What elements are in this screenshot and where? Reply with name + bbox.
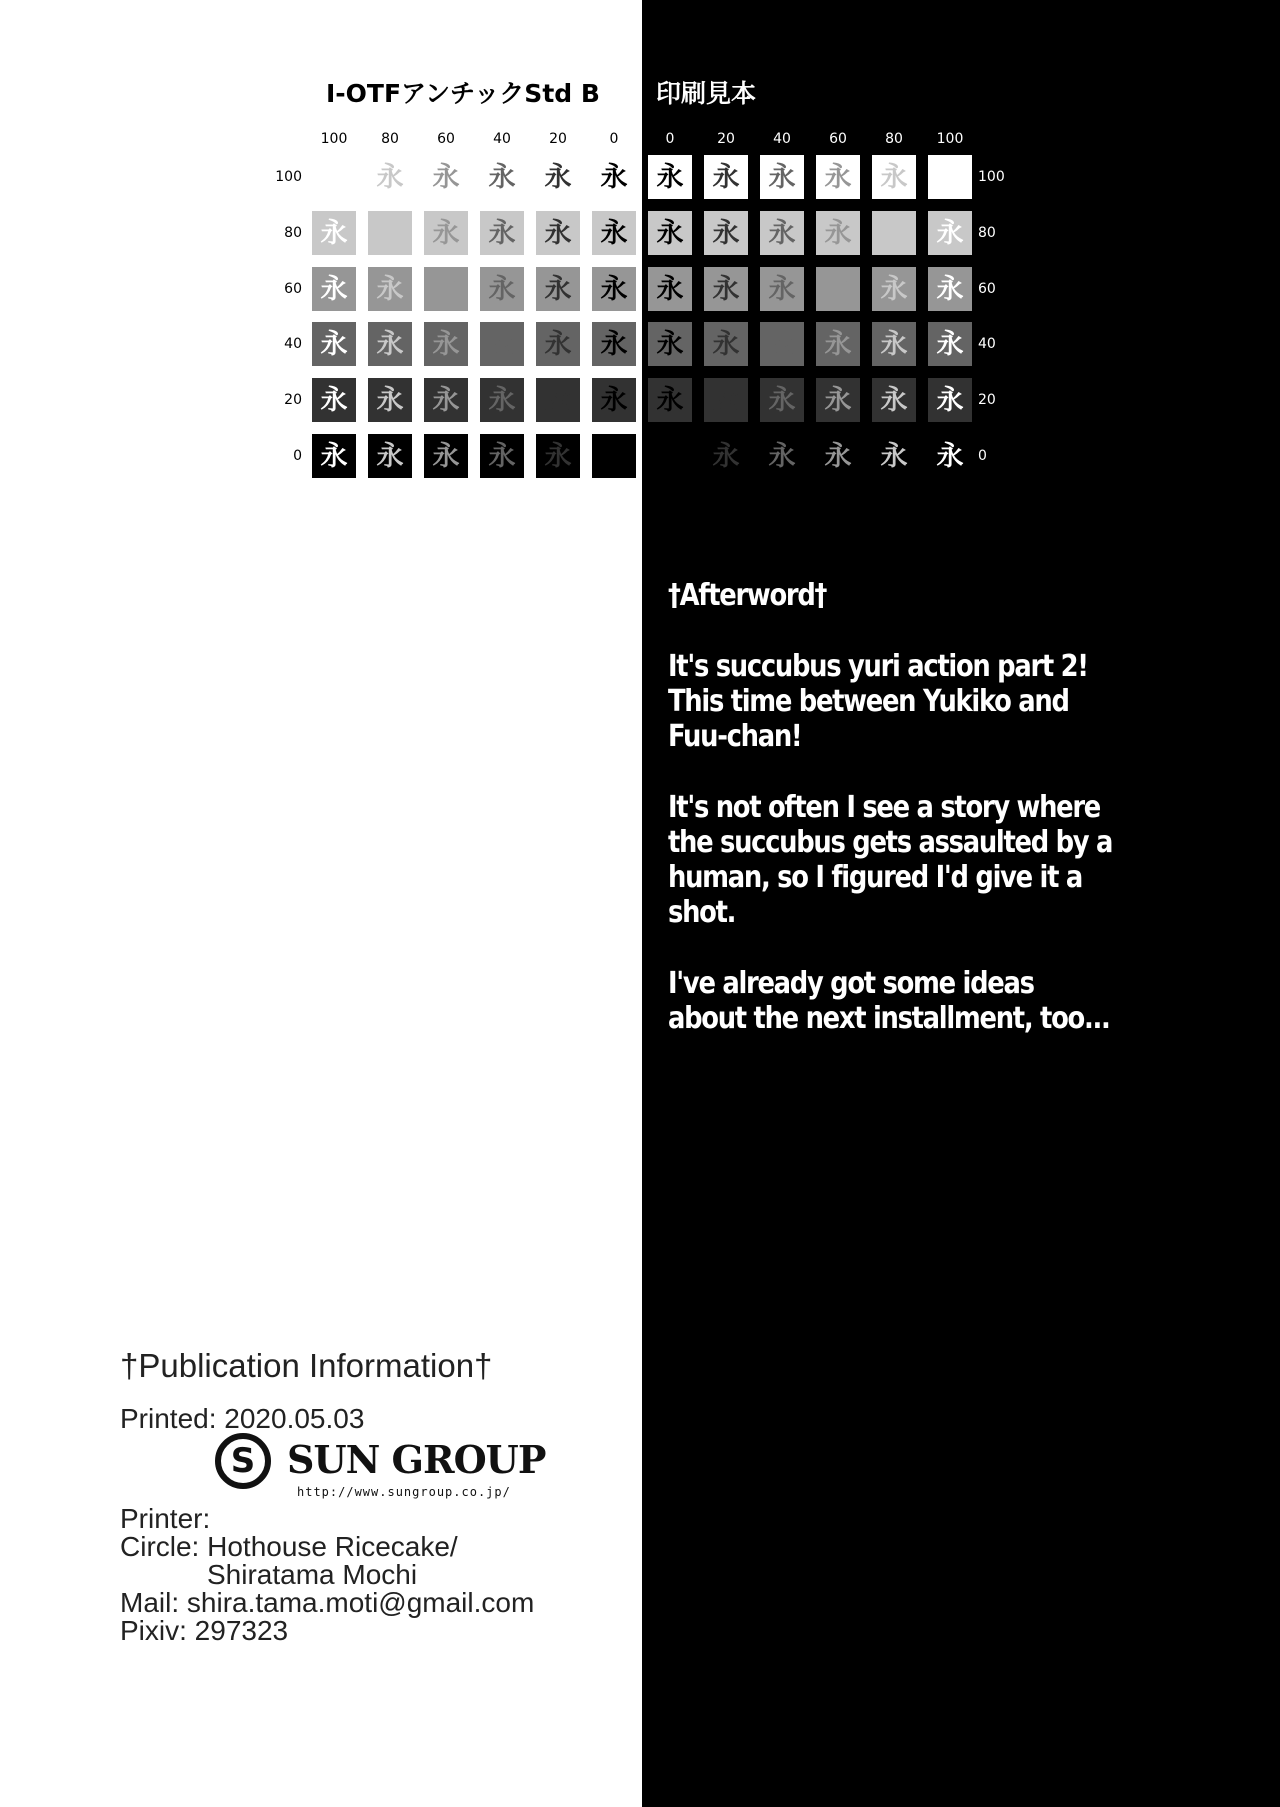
- sample-glyph: 永: [432, 328, 460, 360]
- publication-title: †Publication Information†: [120, 1347, 493, 1384]
- sample-glyph: 永: [320, 161, 348, 193]
- sample-glyph: 永: [600, 273, 628, 305]
- tint-cell: [704, 211, 748, 255]
- sample-glyph: 永: [936, 217, 964, 249]
- sample-glyph: 永: [600, 440, 628, 472]
- tint-cell: [536, 322, 580, 366]
- tint-cell: [928, 155, 972, 199]
- sample-glyph: 永: [824, 217, 852, 249]
- sample-glyph: 永: [320, 273, 348, 305]
- sample-glyph: 永: [656, 161, 684, 193]
- sample-glyph: 永: [824, 440, 852, 472]
- sample-glyph: 永: [544, 273, 572, 305]
- tint-cell: [928, 211, 972, 255]
- sample-glyph: 永: [600, 384, 628, 416]
- sample-glyph: 永: [376, 328, 404, 360]
- tint-cell: [480, 211, 524, 255]
- tint-cell: [312, 267, 356, 311]
- tint-cell: [312, 378, 356, 422]
- sample-glyph: 永: [376, 440, 404, 472]
- sample-glyph: 永: [824, 273, 852, 305]
- tint-cell: [928, 434, 972, 478]
- printer-row: [120, 1433, 620, 1533]
- afterword-section: [668, 578, 1115, 1072]
- tint-cell: [760, 322, 804, 366]
- tint-cell: [760, 155, 804, 199]
- sample-glyph: 永: [880, 384, 908, 416]
- tint-cell: [480, 378, 524, 422]
- tint-cell: [424, 155, 468, 199]
- tint-cell: [368, 211, 412, 255]
- printer-url: http://www.sungroup.co.jp/: [297, 1485, 511, 1499]
- tint-cell: [312, 155, 356, 199]
- sample-glyph: 永: [936, 273, 964, 305]
- tint-cell: [648, 322, 692, 366]
- sample-glyph: 永: [656, 384, 684, 416]
- sample-glyph: 永: [320, 328, 348, 360]
- tint-cell: [704, 267, 748, 311]
- tint-cell: [424, 378, 468, 422]
- sample-glyph: 永: [712, 328, 740, 360]
- sample-glyph: 永: [320, 217, 348, 249]
- sample-glyph: 永: [880, 328, 908, 360]
- afterword-paragraph: It's succubus yuri action part 2! This time between Yukiko and Fuu-chan!: [668, 649, 1088, 754]
- sample-glyph: 永: [432, 384, 460, 416]
- tint-cell: [872, 267, 916, 311]
- sample-glyph: 永: [544, 328, 572, 360]
- tint-cell: [480, 155, 524, 199]
- tint-cell: [592, 322, 636, 366]
- tint-cell: [760, 434, 804, 478]
- sample-glyph: 永: [936, 161, 964, 193]
- tint-cell: [928, 267, 972, 311]
- tint-cell: [312, 211, 356, 255]
- column-label: 0: [609, 131, 619, 147]
- tint-cell: [592, 155, 636, 199]
- row-label: 60: [978, 281, 996, 297]
- row-label: 0: [293, 448, 302, 464]
- mail-address: Mail: shira.tama.moti@gmail.com: [120, 1587, 535, 1618]
- tint-cell: [424, 211, 468, 255]
- tint-cell: [480, 267, 524, 311]
- sample-glyph: 永: [320, 384, 348, 416]
- sample-glyph: 永: [600, 161, 628, 193]
- tint-cell: [704, 378, 748, 422]
- sample-glyph: 永: [488, 161, 516, 193]
- sun-group-logo-icon: S: [215, 1433, 271, 1489]
- tint-cell: [704, 322, 748, 366]
- tint-cell: [760, 211, 804, 255]
- column-label: 60: [437, 131, 455, 147]
- sample-glyph: 永: [768, 440, 796, 472]
- sample-glyph: 永: [768, 273, 796, 305]
- sample-glyph: 永: [936, 440, 964, 472]
- row-label: 100: [978, 169, 1005, 185]
- tint-cell: [424, 434, 468, 478]
- sample-glyph: 永: [880, 273, 908, 305]
- sample-glyph: 永: [936, 384, 964, 416]
- afterword-paragraph: I've already got some ideas about the next installment, too...: [668, 966, 1110, 1036]
- sample-glyph: 永: [488, 440, 516, 472]
- sample-glyph: 永: [824, 161, 852, 193]
- tint-cell: [368, 155, 412, 199]
- sample-glyph: 永: [712, 440, 740, 472]
- sample-glyph: 永: [768, 384, 796, 416]
- tint-cell: [536, 378, 580, 422]
- sample-glyph: 永: [320, 440, 348, 472]
- tint-cell: [928, 322, 972, 366]
- tint-cell: [816, 155, 860, 199]
- tint-cell: [648, 267, 692, 311]
- sample-glyph: 永: [376, 384, 404, 416]
- tint-cell: [816, 267, 860, 311]
- sample-glyph: 永: [432, 217, 460, 249]
- pixiv-id: Pixiv: 297323: [120, 1615, 289, 1646]
- sample-glyph: 永: [488, 384, 516, 416]
- sample-glyph: 永: [936, 328, 964, 360]
- column-label: 80: [885, 131, 903, 147]
- tint-cell: [368, 322, 412, 366]
- tint-cell: [368, 267, 412, 311]
- print-sample-title: [326, 76, 757, 112]
- sample-glyph: 永: [488, 273, 516, 305]
- row-label: 100: [275, 169, 302, 185]
- afterword-title: †Afterword†: [668, 578, 827, 613]
- sample-glyph: 永: [656, 273, 684, 305]
- sample-glyph: 永: [880, 161, 908, 193]
- row-label: 20: [284, 392, 302, 408]
- tint-cell: [816, 434, 860, 478]
- sample-glyph: 永: [376, 273, 404, 305]
- row-label: 40: [978, 336, 996, 352]
- column-label: 40: [773, 131, 791, 147]
- sample-glyph: 永: [712, 161, 740, 193]
- circle-author: Shiratama Mochi: [207, 1559, 418, 1590]
- sample-glyph: 永: [432, 161, 460, 193]
- tint-cell: [480, 322, 524, 366]
- tint-cell: [648, 155, 692, 199]
- tint-cell: [424, 267, 468, 311]
- sample-glyph: 永: [376, 217, 404, 249]
- column-label: 60: [829, 131, 847, 147]
- printer-label: Printer:: [120, 1503, 211, 1534]
- tint-cell: [648, 434, 692, 478]
- row-label: 60: [284, 281, 302, 297]
- tint-cell: [816, 322, 860, 366]
- column-label: 20: [549, 131, 567, 147]
- tint-cell: [816, 378, 860, 422]
- tint-cell: [704, 434, 748, 478]
- tint-cell: [536, 211, 580, 255]
- printed-date: Printed: 2020.05.03: [120, 1403, 365, 1434]
- tint-cell: [760, 267, 804, 311]
- tint-cell: [928, 378, 972, 422]
- tint-cell: [872, 434, 916, 478]
- sample-glyph: 永: [880, 440, 908, 472]
- tint-cell: [536, 267, 580, 311]
- row-label: 40: [284, 336, 302, 352]
- sample-glyph: 永: [376, 161, 404, 193]
- row-label: 80: [978, 225, 996, 241]
- sample-glyph: 永: [880, 217, 908, 249]
- sample-glyph: 永: [768, 161, 796, 193]
- sample-glyph: 永: [656, 440, 684, 472]
- sample-glyph: 永: [544, 217, 572, 249]
- tint-cell: [592, 434, 636, 478]
- tint-cell: [872, 211, 916, 255]
- row-label: 80: [284, 225, 302, 241]
- row-label: 20: [978, 392, 996, 408]
- tint-cell: [872, 378, 916, 422]
- sun-group-logo: [215, 1433, 545, 1499]
- sample-glyph: 永: [656, 217, 684, 249]
- tint-cell: [592, 378, 636, 422]
- sample-glyph: 永: [768, 217, 796, 249]
- column-label: 100: [936, 131, 964, 147]
- tint-cell: [424, 322, 468, 366]
- circle-name: Circle: Hothouse Ricecake/: [120, 1531, 458, 1562]
- sample-glyph: 永: [768, 328, 796, 360]
- column-label: 40: [493, 131, 511, 147]
- tint-cell: [312, 322, 356, 366]
- column-label: 80: [381, 131, 399, 147]
- tint-cell: [816, 211, 860, 255]
- column-label: 20: [717, 131, 735, 147]
- tint-cell: [536, 434, 580, 478]
- sample-glyph: 永: [544, 384, 572, 416]
- sample-glyph: 永: [600, 217, 628, 249]
- tint-cell: [592, 211, 636, 255]
- tint-cell: [648, 211, 692, 255]
- sample-glyph: 永: [432, 273, 460, 305]
- publication-info: [120, 1347, 620, 1645]
- tint-cell: [872, 155, 916, 199]
- tint-cell: [312, 434, 356, 478]
- sample-glyph: 永: [712, 384, 740, 416]
- font-name-label: I-OTFアンチックStd B: [326, 79, 600, 108]
- tint-cell: [760, 378, 804, 422]
- tint-cell: [480, 434, 524, 478]
- row-label: 0: [978, 448, 987, 464]
- sample-glyph: 永: [824, 384, 852, 416]
- sample-glyph: 永: [432, 440, 460, 472]
- sample-glyph: 永: [488, 328, 516, 360]
- sample-glyph: 永: [544, 161, 572, 193]
- column-label: 0: [665, 131, 675, 147]
- sample-glyph: 永: [600, 328, 628, 360]
- tint-cell: [704, 155, 748, 199]
- sample-glyph: 永: [656, 328, 684, 360]
- tint-cell: [368, 378, 412, 422]
- tint-cell: [648, 378, 692, 422]
- afterword-paragraph: It's not often I see a story where the succubus gets assaulted by a human, so I figured I'd give it a shot.: [668, 790, 1113, 930]
- tint-cell: [368, 434, 412, 478]
- sample-glyph: 永: [824, 328, 852, 360]
- sun-group-logo-text: SUN GROUP: [287, 1437, 546, 1482]
- print-sample-label: 印刷見本: [656, 79, 757, 108]
- tint-cell: [536, 155, 580, 199]
- sample-glyph: 永: [712, 217, 740, 249]
- column-label: 100: [320, 131, 348, 147]
- tint-cell: [872, 322, 916, 366]
- sample-glyph: 永: [544, 440, 572, 472]
- tint-cell: [592, 267, 636, 311]
- sample-glyph: 永: [712, 273, 740, 305]
- sample-glyph: 永: [488, 217, 516, 249]
